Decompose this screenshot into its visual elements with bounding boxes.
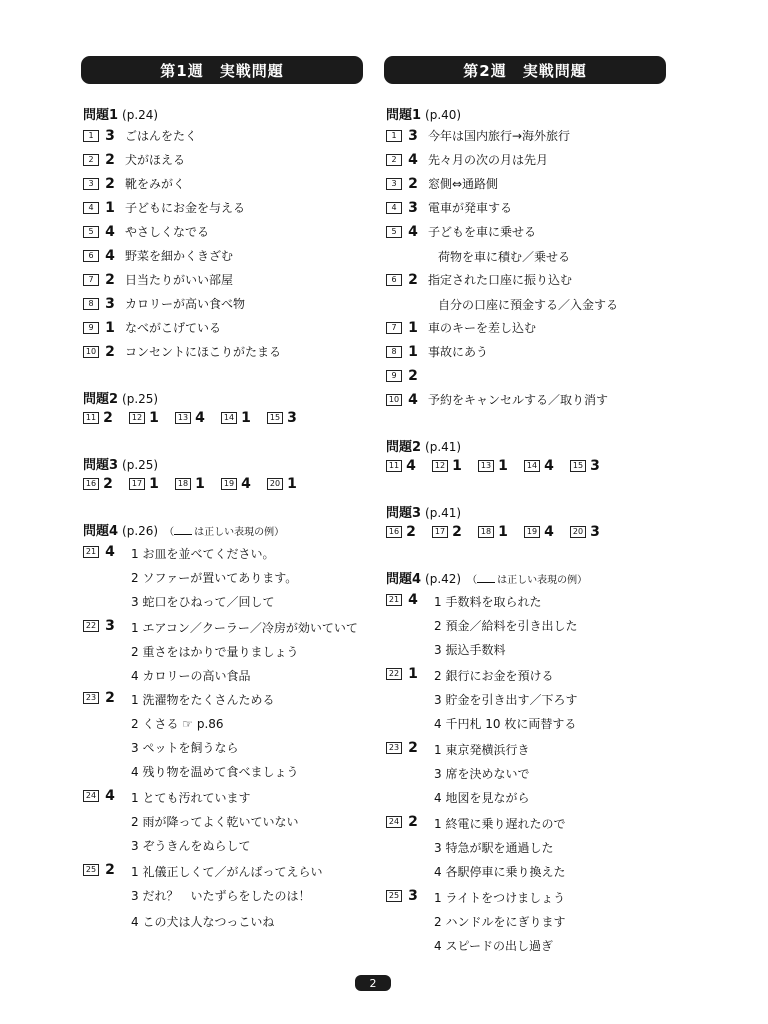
section-title: 問題1 [83, 108, 119, 123]
section-title: 問題4 [386, 572, 422, 587]
example-note: （ は正しい表現の例） [164, 527, 285, 538]
answer-number: 4 [408, 591, 418, 608]
answer-text: コンセントにほこりがたまる [125, 345, 282, 359]
question-number: 18 [175, 478, 191, 490]
answer-row [83, 222, 209, 241]
section-3-heading [83, 454, 158, 473]
answer-text-secondary: 荷物を車に積む／乗せる [438, 250, 571, 264]
grid-cell [386, 524, 420, 540]
question-number: 10 [386, 394, 402, 406]
section-title: 問題4 [83, 524, 119, 539]
answer-row [386, 590, 424, 609]
section-page: (p.40) [425, 108, 462, 122]
answer-number: 2 [408, 813, 418, 830]
example-line: 3 蛇口をひねって／回して [131, 595, 275, 609]
answer-row [83, 860, 121, 879]
answer-number: 1 [498, 458, 508, 474]
question-number: 1 [386, 130, 402, 142]
answer-number: 4 [408, 223, 418, 240]
answer-number: 1 [241, 410, 251, 426]
answer-text: 今年は国内旅行→海外旅行 [428, 129, 571, 143]
answer-number: 3 [105, 127, 115, 144]
question-number: 23 [83, 692, 99, 704]
section-title: 問題3 [83, 458, 119, 473]
question-number: 16 [83, 478, 99, 490]
section-page: (p.41) [425, 506, 462, 520]
question-number: 9 [83, 322, 99, 334]
week2-column [386, 56, 668, 953]
question-number: 12 [129, 412, 145, 424]
question-number: 15 [570, 460, 586, 472]
grid-cell [129, 410, 163, 426]
answer-number: 1 [408, 319, 418, 336]
answer-row [386, 126, 570, 145]
section-page: (p.24) [122, 108, 159, 122]
question-number: 14 [524, 460, 540, 472]
question-number: 9 [386, 370, 402, 382]
grid-cell [570, 524, 604, 540]
example-line: 2 銀行にお金を預ける [434, 669, 554, 683]
answer-number: 2 [408, 271, 418, 288]
answer-text: 先々月の次の月は先月 [428, 153, 549, 167]
question-number: 6 [386, 274, 402, 286]
question-number: 2 [83, 154, 99, 166]
answer-text: 子どもを車に乗せる [428, 225, 537, 239]
answer-number: 1 [408, 343, 418, 360]
question-number: 20 [570, 526, 586, 538]
answer-number: 1 [149, 476, 159, 492]
answer-number: 1 [287, 476, 297, 492]
grid-cell [175, 476, 209, 492]
answer-text: 事故にあう [428, 345, 489, 359]
example-line: 2 雨が降ってよく乾いていない [131, 815, 299, 829]
answer-row [386, 318, 536, 337]
answer-text: なべがこげている [125, 321, 222, 335]
example-line: 1 手数料を取られた [434, 595, 542, 609]
answer-number: 4 [105, 223, 115, 240]
answer-row [83, 616, 121, 635]
answer-text: ごはんをたく [125, 129, 198, 143]
example-line: 4 各駅停車に乗り換えた [434, 865, 566, 879]
question-number: 25 [83, 864, 99, 876]
answer-row [83, 126, 197, 145]
answer-row [83, 342, 281, 361]
question-number: 8 [386, 346, 402, 358]
answer-grid [83, 410, 313, 426]
answer-number: 4 [241, 476, 251, 492]
example-line: 4 地図を見ながら [434, 791, 530, 805]
grid-cell [83, 476, 117, 492]
answer-text: 日当たりがいい部屋 [125, 273, 234, 287]
answer-text: カロリーが高い食べ物 [125, 297, 246, 311]
grid-cell [221, 410, 255, 426]
question-number: 3 [83, 178, 99, 190]
note-text: は正しい表現の例） [194, 527, 285, 538]
question-number: 18 [478, 526, 494, 538]
question-number: 5 [386, 226, 402, 238]
answer-row [386, 664, 424, 683]
week1-column [83, 56, 365, 929]
answer-row [83, 542, 121, 561]
answer-text-secondary: 自分の口座に預金する／入金する [438, 298, 619, 312]
answer-row [386, 342, 488, 361]
question-number: 7 [83, 274, 99, 286]
example-line: 3 席を決めないで [434, 767, 530, 781]
question-number: 14 [221, 412, 237, 424]
answer-grid [386, 458, 616, 474]
answer-number: 1 [498, 524, 508, 540]
question-number: 23 [386, 742, 402, 754]
example-line: 4 この犬は人なつっこいね [131, 915, 275, 929]
question-number: 17 [129, 478, 145, 490]
question-number: 4 [386, 202, 402, 214]
answer-number: 2 [105, 343, 115, 360]
section-page: (p.41) [425, 440, 462, 454]
question-number: 2 [386, 154, 402, 166]
example-line: 1 東京発横浜行き [434, 743, 530, 757]
note-text: は正しい表現の例） [497, 575, 588, 586]
answer-number: 2 [105, 151, 115, 168]
question-number: 11 [83, 412, 99, 424]
question-number: 13 [175, 412, 191, 424]
answer-row [386, 150, 548, 169]
grid-cell [478, 458, 512, 474]
example-line: 3 ぞうきんをぬらして [131, 839, 251, 853]
answer-row [386, 198, 512, 217]
question-number: 19 [524, 526, 540, 538]
answer-number: 3 [105, 295, 115, 312]
example-line: 2 ハンドルをにぎります [434, 915, 566, 929]
answer-text: やさしくなでる [125, 225, 210, 239]
example-line: 1 礼儀正しくて／がんばってえらい [131, 865, 323, 879]
question-number: 20 [267, 478, 283, 490]
question-number: 16 [386, 526, 402, 538]
grid-cell [524, 524, 558, 540]
grid-cell [524, 458, 558, 474]
answer-number: 4 [408, 151, 418, 168]
question-number: 24 [386, 816, 402, 828]
answer-row [386, 174, 498, 193]
example-line: 4 千円札 10 枚に両替する [434, 717, 577, 731]
section-page: (p.25) [122, 458, 159, 472]
answer-row [83, 246, 233, 265]
answer-number: 3 [590, 524, 600, 540]
example-line: 3 だれ？ いたずらをしたのは！ [131, 889, 311, 903]
answer-row [386, 812, 424, 831]
grid-cell [432, 458, 466, 474]
section-4-heading [386, 568, 587, 587]
example-line: 1 ライトをつけましょう [434, 891, 566, 905]
grid-cell [570, 458, 604, 474]
answer-grid [386, 524, 616, 540]
example-line: 2 くさる ☞ p.86 [131, 717, 224, 731]
answer-row [83, 786, 121, 805]
answer-text: 子どもにお金を与える [125, 201, 246, 215]
answer-row [83, 270, 233, 289]
answer-number: 3 [408, 887, 418, 904]
question-number: 15 [267, 412, 283, 424]
answer-number: 2 [452, 524, 462, 540]
question-number: 11 [386, 460, 402, 472]
answer-row [83, 318, 221, 337]
answer-text: 野菜を細かくきざむ [125, 249, 234, 263]
answer-number: 2 [105, 175, 115, 192]
answer-row [386, 366, 424, 385]
answer-number: 4 [544, 458, 554, 474]
example-line: 3 ペットを飼うなら [131, 741, 239, 755]
answer-text: 窓側⇔通路側 [428, 177, 499, 191]
answer-row [83, 150, 185, 169]
section-page: (p.26) [122, 524, 159, 538]
section-1-heading [83, 104, 158, 123]
question-number: 10 [83, 346, 99, 358]
answer-number: 2 [408, 739, 418, 756]
section-title: 問題1 [386, 108, 422, 123]
example-line: 1 エアコン／クーラー／冷房が効いていて [131, 621, 358, 635]
example-line: 1 終電に乗り遅れたので [434, 817, 566, 831]
question-number: 12 [432, 460, 448, 472]
question-number: 5 [83, 226, 99, 238]
answer-number: 2 [406, 524, 416, 540]
answer-number: 2 [105, 689, 115, 706]
answer-number: 4 [195, 410, 205, 426]
example-line: 1 洗濯物をたくさんためる [131, 693, 275, 707]
answer-grid [83, 476, 313, 492]
week1-title: 第1週 実戦問題 [81, 56, 363, 84]
example-line: 4 残り物を温めて食べましょう [131, 765, 299, 779]
grid-cell [175, 410, 209, 426]
answer-row [83, 198, 245, 217]
question-number: 25 [386, 890, 402, 902]
question-number: 21 [386, 594, 402, 606]
answer-number: 4 [105, 247, 115, 264]
answer-number: 1 [195, 476, 205, 492]
answer-number: 4 [544, 524, 554, 540]
question-number: 21 [83, 546, 99, 558]
answer-number: 1 [452, 458, 462, 474]
grid-cell [267, 410, 301, 426]
answer-number: 4 [408, 391, 418, 408]
answer-row [386, 390, 608, 409]
answer-number: 3 [105, 617, 115, 634]
section-4-heading [83, 520, 284, 539]
answer-number: 1 [105, 319, 115, 336]
section-title: 問題3 [386, 506, 422, 521]
underline-sample [477, 574, 495, 583]
example-line: 3 貯金を引き出す／下ろす [434, 693, 578, 707]
answer-row [386, 270, 572, 289]
section-page: (p.25) [122, 392, 159, 406]
answer-row [386, 886, 424, 905]
question-number: 24 [83, 790, 99, 802]
section-1-heading [386, 104, 461, 123]
grid-cell [221, 476, 255, 492]
example-line: 4 スピードの出し過ぎ [434, 939, 553, 953]
example-note: （ は正しい表現の例） [467, 575, 588, 586]
question-number: 8 [83, 298, 99, 310]
grid-cell [432, 524, 466, 540]
section-2-heading [386, 436, 461, 455]
answer-text: 靴をみがく [125, 177, 186, 191]
section-2-heading [83, 388, 158, 407]
question-number: 6 [83, 250, 99, 262]
question-number: 4 [83, 202, 99, 214]
grid-cell [83, 410, 117, 426]
answer-number: 2 [105, 271, 115, 288]
answer-number: 2 [408, 367, 418, 384]
page-number: 2 [355, 975, 391, 991]
answer-number: 4 [105, 543, 115, 560]
grid-cell [478, 524, 512, 540]
section-3-heading [386, 502, 461, 521]
answer-text: 電車が発車する [428, 201, 513, 215]
section-title: 問題2 [83, 392, 119, 407]
week2-title: 第2週 実戦問題 [384, 56, 666, 84]
grid-cell [267, 476, 301, 492]
answer-text: 車のキーを差し込む [428, 321, 537, 335]
underline-sample [174, 526, 192, 535]
answer-number: 2 [105, 861, 115, 878]
section-page: (p.42) [425, 572, 462, 586]
answer-number: 4 [406, 458, 416, 474]
example-line: 4 カロリーの高い食品 [131, 669, 251, 683]
example-line: 2 ソファーが置いてあります。 [131, 571, 298, 585]
answer-number: 2 [408, 175, 418, 192]
question-number: 17 [432, 526, 448, 538]
answer-row [386, 738, 424, 757]
answer-number: 3 [408, 127, 418, 144]
question-number: 13 [478, 460, 494, 472]
answer-number: 3 [287, 410, 297, 426]
answer-text: 犬がほえる [125, 153, 186, 167]
grid-cell [129, 476, 163, 492]
example-line: 1 とても汚れています [131, 791, 251, 805]
answer-row [386, 222, 536, 241]
answer-number: 1 [408, 665, 418, 682]
example-line: 3 振込手数料 [434, 643, 506, 657]
grid-cell [386, 458, 420, 474]
question-number: 3 [386, 178, 402, 190]
section-title: 問題2 [386, 440, 422, 455]
answer-row [83, 174, 185, 193]
question-number: 19 [221, 478, 237, 490]
example-line: 2 預金／給料を引き出した [434, 619, 578, 633]
example-line: 1 お皿を並べてください。 [131, 547, 275, 561]
example-line: 3 特急が駅を通過した [434, 841, 554, 855]
answer-number: 1 [105, 199, 115, 216]
question-number: 22 [83, 620, 99, 632]
answer-text: 予約をキャンセルする／取り消す [428, 393, 609, 407]
question-number: 7 [386, 322, 402, 334]
answer-row [83, 688, 121, 707]
question-number: 22 [386, 668, 402, 680]
answer-text: 指定された口座に振り込む [428, 273, 573, 287]
answer-row [83, 294, 245, 313]
answer-number: 3 [590, 458, 600, 474]
answer-number: 4 [105, 787, 115, 804]
example-line: 2 重さをはかりで量りましょう [131, 645, 299, 659]
question-number: 1 [83, 130, 99, 142]
answer-number: 2 [103, 476, 113, 492]
answer-number: 1 [149, 410, 159, 426]
answer-number: 3 [408, 199, 418, 216]
answer-number: 2 [103, 410, 113, 426]
